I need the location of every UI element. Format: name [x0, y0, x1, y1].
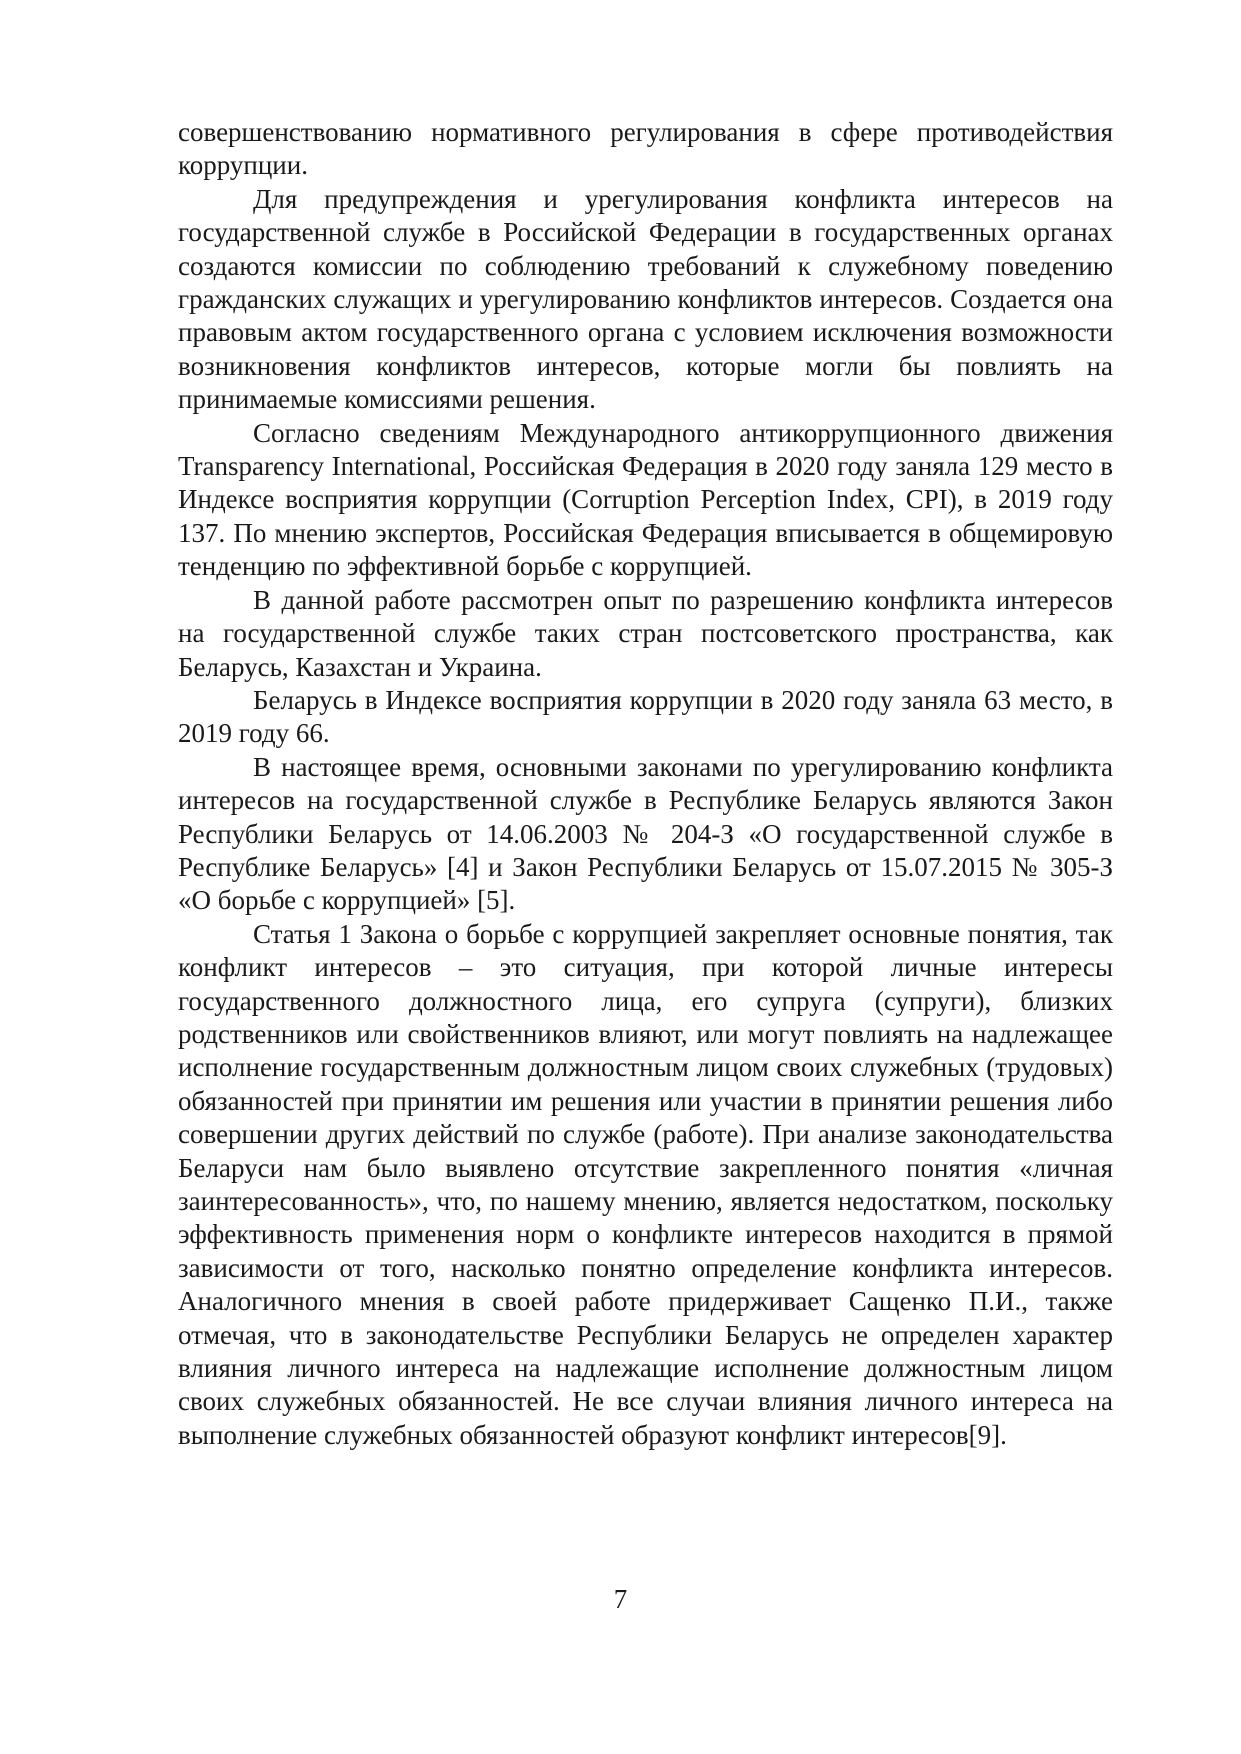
paragraph-postsoviet-experience: В данной работе рассмотрен опыт по разрешению конфликта интересов на государственной службе таких стран постсоветского пространства, как Беларусь, Казахстан и Украина. — [178, 584, 1113, 682]
document-body — [178, 116, 1113, 1452]
paragraph-commission: Для предупреждения и урегулирования конфликта интересов на государственной службе в Российской Федерации в государственных органах создаются комиссии по соблюдению требований к служебному поведению гражданских служащих и урегулированию конфликтов интересов. Создается она правовым актом государственного органа с условием исключения возможности возникновения конфликтов интересов, которые могли бы повлиять на принимаемые комиссиями решения. — [178, 183, 1113, 415]
page-number: 7 — [613, 1584, 628, 1614]
paragraph-transparency-index: Согласно сведениям Международного антикоррупционного движения Transparency International, Российская Федерация в 2020 году заняла 129 место в Индексе восприятия коррупции (Corruption Perception Index, CPI), в 2019 году 137. По мнению экспертов, Российская Федерация вписывается в общемировую тенденцию по эффективной борьбе с коррупцией. — [178, 417, 1113, 582]
paragraph-belarus-laws: В настоящее время, основными законами по урегулированию конфликта интересов на государственной службе в Республике Беларусь являются Закон Республики Беларусь от 14.06.2003 № 204-З «О государственной службе в Республике Беларусь» [4] и Закон Республики Беларусь от 15.07.2015 № 305-З «О борьбе с коррупцией» [5]. — [178, 751, 1113, 916]
paragraph-belarus-index: Беларусь в Индексе восприятия коррупции в 2020 году заняла 63 место, в 2019 году 66. — [178, 684, 1113, 749]
paragraph-article-1: Статья 1 Закона о борьбе с коррупцией закрепляет основные понятия, так конфликт интересов – это ситуация, при которой личные интересы государственного должностного лица, его супруга (супруги), близких родственников или свойственников влияют, или могут повлиять на надлежащее исполнение государственным должностным лицом своих служебных (трудовых) обязанностей при принятии им решения или участии в принятии решения либо совершении других действий по службе (работе). При анализе законодательства Беларуси нам было выявлено отсутствие закрепленного понятия «личная заинтересованность», что, по нашему мнению, является недостатком, поскольку эффективность применения норм о конфликте интересов находится в прямой зависимости от того, насколько понятно определение конфликта интересов. Аналогичного мнения в своей работе придерживает Сащенко П.И., также отмечая, что в законодательстве Республики Беларусь не определен характер влияния личного интереса на надлежащие исполнение должностным лицом своих служебных обязанностей. Не все случаи влияния личного интереса на выполнение служебных обязанностей образуют конфликт интересов[9]. — [178, 918, 1113, 1450]
paragraph-continuation: совершенствованию нормативного регулирования в сфере противодействия коррупции. — [178, 117, 1113, 181]
